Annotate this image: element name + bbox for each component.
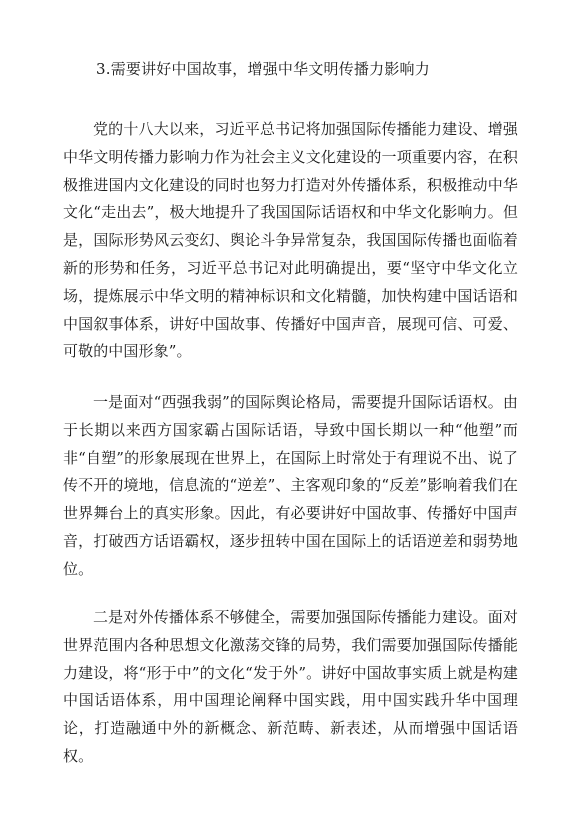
paragraph-first-point: 一是面对“西强我弱”的国际舆论格局，需要提升国际话语权。由于长期以来西方国家霸占国际话语，导致中国长期以一种“他塑”而非“自塑”的形象展现在世界上，在国际上时常处于有理说不出、说了传不开的境地，信息流的“逆差”、主客观印象的“反差”影响着我们在世界舞台上的真实形象。因此，有必要讲好中国故事、传播好中国声音，打破西方话语霸权，逐步扭转中国在国际上的话语逆差和弱势地位。	[63, 393, 518, 578]
section-heading: 3.需要讲好中国故事，增强中华文明传播力影响力	[96, 60, 430, 78]
paragraph-intro: 党的十八大以来，习近平总书记将加强国际传播能力建设、增强中华文明传播力影响力作为社会主义文化建设的一项重要内容，在积极推进国内文化建设的同时也努力打造对外传播体系，积极推动中华文化“走出去”，极大地提升了我国国际话语权和中华文化影响力。但是，国际形势风云变幻、舆论斗争异常复杂，我国国际传播也面临着新的形势和任务，习近平总书记对此明确提出，要“坚守中华文化立场，提炼展示中华文明的精神标识和文化精髓，加快构建中国话语和中国叙事体系，讲好中国故事、传播好中国声音，展现可信、可爱、可敬的中国形象”。	[63, 120, 518, 361]
paragraph-second-point: 二是对外传播体系不够健全，需要加强国际传播能力建设。面对世界范围内各种思想文化激荡交锋的局势，我们需要加强国际传播能力建设，将“形于中”的文化“发于外”。讲好中国故事实质上就是构建中国话语体系，用中国理论阐释中国实践，用中国实践升华中国理论，打造融通中外的新概念、新范畴、新表述，从而增强中国话语权。	[63, 608, 518, 765]
